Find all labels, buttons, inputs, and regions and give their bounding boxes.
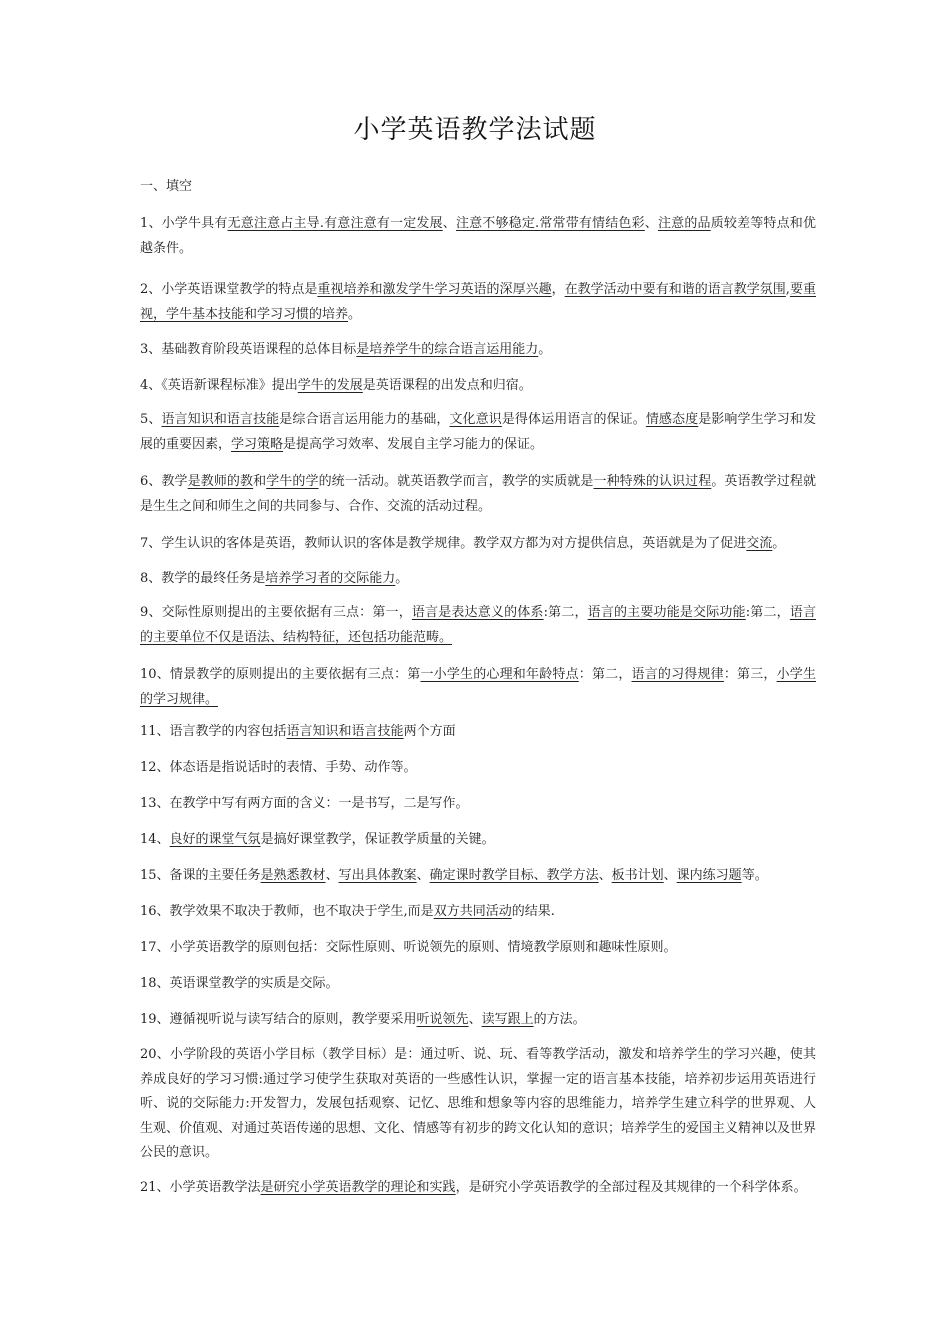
question-item — [140, 720, 816, 745]
question-text: 等。 — [741, 868, 768, 883]
answer-blank: 语言是表达意义的体系 — [411, 605, 544, 620]
question-text: 10、情景教学的原则提出的主要依据有三点：第 — [140, 667, 421, 682]
question-text: 、 — [598, 868, 612, 883]
answer-blank: 一种特殊的认识过程 — [593, 474, 712, 489]
question-text: 和 — [253, 474, 267, 489]
question-item — [140, 1176, 816, 1201]
page-title: 小学英语教学法试题 — [353, 115, 597, 145]
answer-blank: 无意注意占主导.有意注意有一定发展 — [227, 216, 443, 231]
question-text: 、 — [644, 216, 658, 231]
question-item — [140, 756, 816, 781]
question-text: 17、小学英语教学的原则包括：交际性原则、听说领先的原则、情境教学原则和趣味性原则。 — [140, 940, 677, 955]
question-text: 是提高学习效率、发展自主学习能力的保证。 — [283, 436, 544, 452]
answer-blank: 语言的主要功能是交际功能 — [587, 605, 746, 620]
question-text: 。 — [772, 536, 786, 551]
question-text: 4、《英语新课程标准》提出 — [140, 378, 298, 393]
question-text: 8、教学的最终任务是 — [140, 571, 266, 586]
question-item — [140, 828, 816, 853]
answer-blank: 小学生的学习规律。 — [140, 667, 816, 707]
answer-blank: 重视培养和激发学牛学习英语的深厚兴趣 — [317, 282, 552, 297]
question-text: 2、小学英语课堂教学的特点是 — [140, 282, 318, 297]
answer-blank: 听说领先 — [416, 1012, 469, 1027]
question-item — [140, 936, 816, 961]
question-text: :第二， — [543, 605, 588, 620]
question-text: 、 — [442, 216, 456, 231]
question-item — [140, 338, 816, 363]
answer-blank: 读写跟上 — [481, 1012, 534, 1027]
answer-blank: 双方共同活动 — [433, 904, 512, 919]
question-text: 、 — [663, 868, 677, 883]
question-text: 14、 — [140, 832, 170, 847]
answer-blank: 注意不够稳定.常常带有情结色彩 — [455, 216, 645, 231]
question-text: 是得体运用语言的保证。 — [501, 412, 646, 427]
question-text: 质较差等特点和优越条件。 — [140, 216, 816, 256]
question-text: 、 — [468, 1012, 482, 1027]
answer-blank: 交流 — [746, 536, 773, 551]
answer-blank: 课内练习题 — [676, 868, 742, 883]
answer-blank: 是教师的教 — [187, 474, 254, 489]
question-item — [140, 567, 816, 592]
section-heading: 一、填空 — [140, 179, 193, 194]
question-text: 18、英语课堂教学的实质是交际。 — [140, 976, 339, 991]
question-item — [140, 864, 816, 889]
question-item — [140, 532, 816, 557]
answer-blank: 学牛的学 — [266, 474, 319, 489]
answer-blank: 情感态度 — [645, 412, 699, 427]
question-item — [140, 278, 816, 327]
question-text: 15、备课的主要任务 — [140, 868, 261, 883]
question-text: 9、交际性原则提出的主要依据有三点：第一， — [140, 605, 412, 620]
question-item — [140, 408, 816, 457]
question-item — [140, 900, 816, 925]
answer-blank: 语言知识和语言技能 — [161, 412, 280, 427]
question-text: 3、基础教育阶段英语课程的总体目标 — [140, 342, 357, 357]
question-text: 。 — [538, 342, 552, 357]
question-text: 21、小学英语教学法 — [140, 1180, 261, 1195]
question-item — [140, 1008, 816, 1033]
question-text: 6、教学 — [140, 474, 188, 489]
answer-blank: 语言的主要单位不仅是语法、结构特征，还包括功能范畴。 — [140, 605, 816, 645]
question-text: 是搞好课堂教学，保证教学质量的关键。 — [260, 832, 495, 847]
question-text: 、 — [325, 868, 339, 883]
question-text: 。 — [395, 571, 409, 586]
question-text: 13、在教学中写有两方面的含义：一是书写，二是写作。 — [140, 796, 469, 811]
answer-blank: 语言知识和语言技能 — [286, 724, 404, 739]
question-item — [140, 1043, 816, 1166]
answer-blank: 良好的课堂气氛 — [169, 832, 261, 847]
answer-blank: 是培养学牛的综合语言运用能力 — [356, 342, 539, 357]
answer-blank: 写出具体教案 — [338, 868, 417, 883]
question-text: 是影响学生学习和发展的重要因素， — [140, 412, 816, 452]
question-text: 。 — [348, 306, 362, 322]
question-text: 、 — [416, 868, 430, 883]
question-text: ：第二， — [578, 667, 632, 682]
question-item — [140, 972, 816, 997]
question-item — [140, 663, 816, 712]
question-item — [140, 601, 816, 650]
answer-blank: 语言的习得规律 — [631, 667, 724, 682]
answer-blank: 在教学活动中要有和谐的语言教学氛围 — [564, 282, 786, 297]
answer-blank: 注意的品 — [657, 216, 711, 231]
question-text: 是综合语言运用能力的基础， — [279, 412, 450, 427]
answer-blank: 文化意识 — [449, 412, 502, 427]
answer-blank: 一小学生的心理和年龄特点 — [420, 667, 579, 682]
answer-blank: 学习策略 — [231, 436, 284, 452]
question-text: ：第三， — [723, 667, 777, 682]
question-text: 11、语言教学的内容包括 — [140, 724, 287, 739]
question-item — [140, 470, 816, 519]
question-text: 的统一活动。就英语教学而言，教学的实质就是 — [318, 474, 594, 489]
question-text: 19、遵循视听说与读写结合的原则，教学要采用 — [140, 1012, 417, 1027]
question-text: 是英语课程的出发点和归宿。 — [362, 378, 532, 393]
question-text: , — [785, 282, 790, 297]
question-text: ，是研究小学英语教学的全部过程及其规律的一个科学体系。 — [455, 1180, 807, 1195]
question-text: 两个方面 — [403, 724, 456, 739]
question-text: 7、学生认识的客体是英语，教师认识的客体是教学规律。教学双方都为对方提供信息，英语就是为了促进 — [140, 536, 747, 551]
answer-blank: 培养学习者的交际能力 — [265, 571, 396, 586]
answer-blank: 是研究小学英语教学的理论和实践 — [260, 1180, 456, 1195]
question-item — [140, 212, 816, 261]
question-text: 16、教学效果不取决于教师，也不取决于学生,而是 — [140, 904, 434, 919]
question-text: 。英语教学过程就是生生之间和师生之间的共同参与、合作、交流的活动过程。 — [140, 474, 816, 514]
question-text: 20、小学阶段的英语小学目标（教学目标）是：通过听、说、玩、看等教学活动，激发和培养学生的学习兴趣，使其养成良好的学习习惯:通过学习使学生获取对英语的一些感性认识，掌握一定的语言基本技能，培养初步运用英语进行听、说的交际能力:开发智力，发展包括观察、记忆、思维和想象等内容的思维能力，培养学生建立科学的世界观、人生观、价值观、对通过英语传递的思想、文化、情感等有初步的跨文化认知的意识；培养学生的爱国主义精神以及世界公民的意识。 — [140, 1047, 817, 1160]
question-text: 5、 — [140, 412, 162, 427]
answer-blank: 板书计划 — [611, 868, 664, 883]
question-text: 的结果. — [511, 904, 555, 919]
question-text: :第二， — [745, 605, 790, 620]
answer-blank: 学牛的发展 — [297, 378, 363, 393]
question-text: ， — [551, 282, 565, 297]
question-text: 1、小学牛具有 — [140, 216, 228, 231]
answer-blank: 要重视，学牛基本技能和学习习惯的培养 — [140, 282, 816, 322]
question-text: 12、体态语是指说话时的表情、手势、动作等。 — [140, 760, 417, 775]
question-item — [140, 374, 816, 399]
question-item — [140, 792, 816, 817]
answer-blank: 确定课时教学目标、教学方法 — [429, 868, 599, 883]
answer-blank: 是熟悉教材 — [260, 868, 326, 883]
question-text: 的方法。 — [533, 1012, 586, 1027]
